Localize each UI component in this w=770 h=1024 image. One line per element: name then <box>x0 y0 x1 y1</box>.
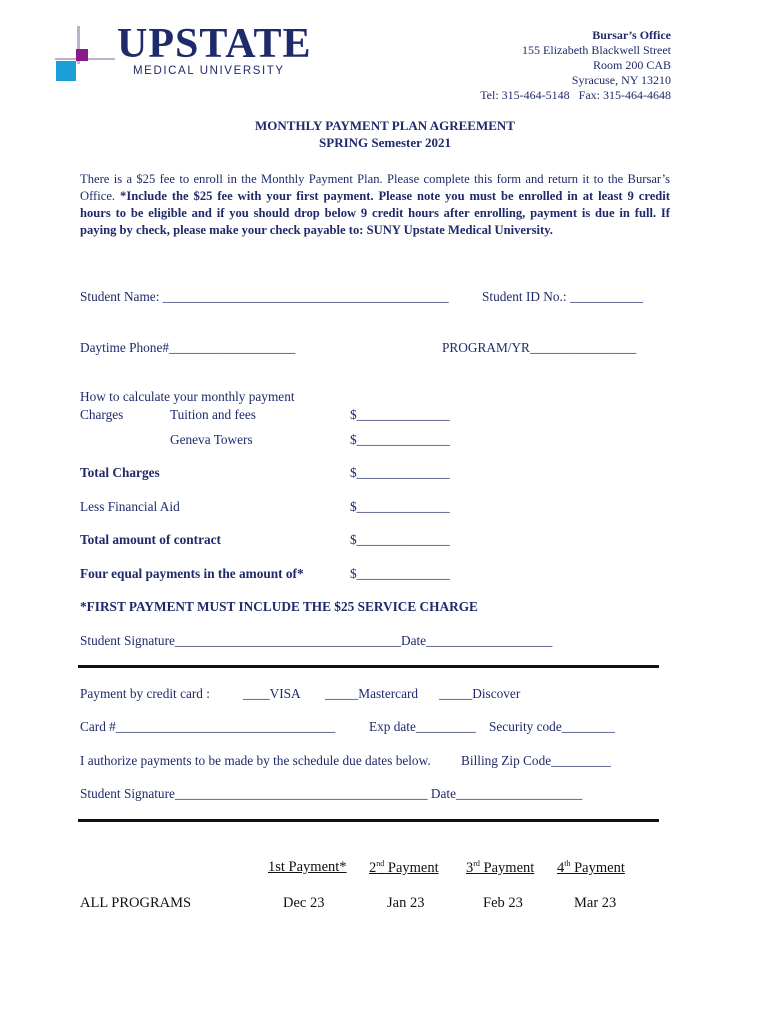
divider-bottom <box>78 819 659 822</box>
form-title: MONTHLY PAYMENT PLAN AGREEMENT <box>255 118 515 133</box>
payment-header-1 <box>268 859 347 876</box>
all-programs-label: ALL PROGRAMS <box>80 895 192 911</box>
logo <box>55 21 312 84</box>
total-charges-field[interactable]: $______________ <box>350 465 450 480</box>
discover-option[interactable]: _____Discover <box>439 686 521 701</box>
header-room: Room 200 CAB <box>592 58 671 72</box>
signature-line-2[interactable]: Student Signature______________________________________ Date___________________ <box>80 786 583 801</box>
mastercard-option[interactable]: _____Mastercard <box>325 686 419 701</box>
intro-bold: *Include the $25 fee with your first payment. Please note you must be enrolled in at least 9 credit hours to be eligible and if you should drop below 9 credit hours after enrolling, payment is due in full. If paying by check, please make your check payable to: SUNY Upstate Medical University. <box>80 189 670 237</box>
header-city: Syracuse, NY 13210 <box>571 73 671 87</box>
security-code-field[interactable]: Security code________ <box>489 719 615 734</box>
tuition-field[interactable]: $______________ <box>350 407 450 422</box>
divider-top <box>78 665 659 668</box>
signature-line-1[interactable]: Student Signature__________________________________Date___________________ <box>80 633 553 648</box>
payment-header-4-num: 4 <box>557 859 565 876</box>
logo-name: UPSTATE <box>117 21 312 67</box>
intro-plain: There is a $25 fee to enroll in the Monthly Payment Plan. Please complete this form and return it to the Bursar’s Office. <box>80 172 670 203</box>
payment-header-2 <box>369 859 439 877</box>
payment-header-2-rest: Payment <box>384 859 439 876</box>
four-payments-field[interactable]: $______________ <box>350 566 450 581</box>
billing-zip-field[interactable]: Billing Zip Code_________ <box>461 753 611 768</box>
payment-header-3 <box>466 859 534 877</box>
logo-subtitle: MEDICAL UNIVERSITY <box>133 65 285 77</box>
intro-paragraph <box>80 171 670 239</box>
card-number-field[interactable]: Card #_________________________________ <box>80 719 336 734</box>
form-semester: SPRING Semester 2021 <box>319 135 451 150</box>
total-charges-label: Total Charges <box>80 465 160 480</box>
total-contract-field[interactable]: $______________ <box>350 532 450 547</box>
authorize-text: I authorize payments to be made by the schedule due dates below. <box>80 753 431 768</box>
payment-header-1-label: 1st Payment* <box>268 859 347 875</box>
charges-label: Charges <box>80 407 124 422</box>
geneva-label: Geneva Towers <box>170 432 253 447</box>
less-aid-field[interactable]: $______________ <box>350 499 450 514</box>
four-payments-label: Four equal payments in the amount of* <box>80 566 304 581</box>
payment-header-3-num: 3 <box>466 859 474 876</box>
payment-header-3-rest: Payment <box>479 859 535 876</box>
payment-header-2-num: 2 <box>369 859 377 876</box>
logo-mark-icon <box>55 22 115 82</box>
header-phone: Tel: 315-464-5148 Fax: 315-464-4648 <box>480 88 671 102</box>
calc-heading: How to calculate your monthly payment <box>80 389 295 404</box>
payment-date-2: Jan 23 <box>387 895 425 911</box>
payment-header-4-sup: th <box>564 859 571 868</box>
tuition-label: Tuition and fees <box>170 407 256 422</box>
daytime-phone-field[interactable]: Daytime Phone#___________________ <box>80 340 296 355</box>
payment-header-3-sup: rd <box>473 859 480 868</box>
less-aid-label: Less Financial Aid <box>80 499 180 514</box>
payment-header-2-sup: nd <box>376 859 385 868</box>
header-office: Bursar’s Office <box>592 28 671 42</box>
payment-header-4-rest: Payment <box>570 859 625 876</box>
payment-date-1: Dec 23 <box>283 895 325 911</box>
student-id-field[interactable]: Student ID No.: ___________ <box>482 289 644 304</box>
payment-date-4: Mar 23 <box>574 895 617 911</box>
exp-date-field[interactable]: Exp date_________ <box>369 719 476 734</box>
header-street: 155 Elizabeth Blackwell Street <box>522 43 671 57</box>
visa-option[interactable]: ____VISA <box>243 686 301 701</box>
geneva-field[interactable]: $______________ <box>350 432 450 447</box>
total-contract-label: Total amount of contract <box>80 532 221 547</box>
payment-date-3: Feb 23 <box>483 895 523 911</box>
program-field[interactable]: PROGRAM/YR________________ <box>442 340 637 355</box>
first-payment-note: *FIRST PAYMENT MUST INCLUDE THE $25 SERVICE CHARGE <box>80 599 478 614</box>
payment-header-4 <box>557 859 625 877</box>
student-name-field[interactable]: Student Name: ___________________________________________ <box>80 289 449 304</box>
credit-card-label: Payment by credit card : <box>80 686 210 701</box>
